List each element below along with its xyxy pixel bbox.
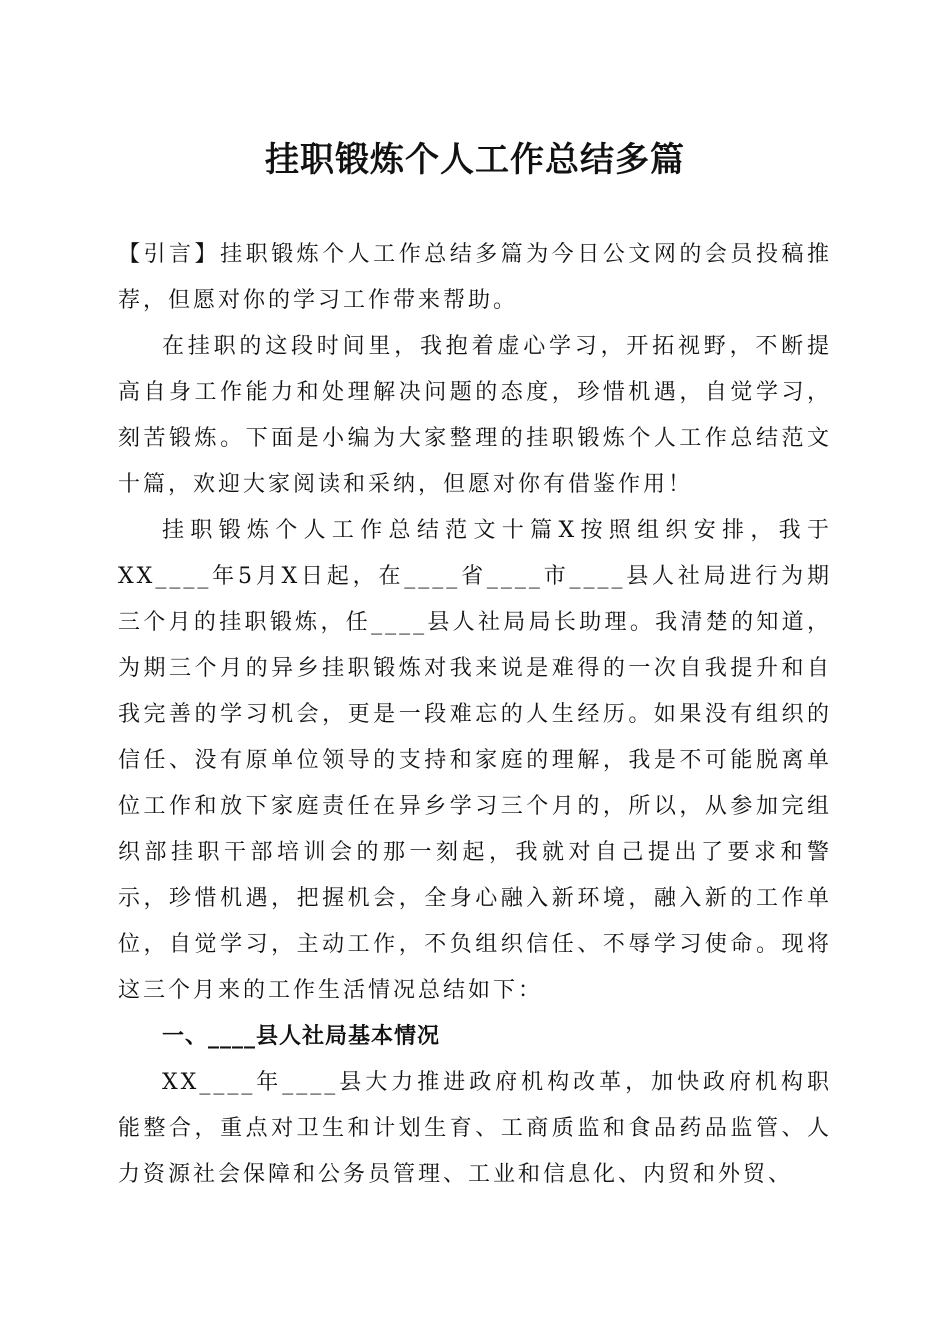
document-title: 挂职锻炼个人工作总结多篇: [265, 140, 685, 180]
body-paragraph-3: XX____年____县大力推进政府机构改革，加快政府机构职能整合，重点对卫生和计划生育、工商质监和食品药品监管、人力资源社会保障和公务员管理、工业和信息化、内贸和外贸、: [118, 1070, 832, 1187]
body-paragraph-1: 在挂职的这段时间里，我抱着虚心学习，开拓视野，不断提高自身工作能力和处理解决问题的态度，珍惜机遇，自觉学习，刻苦锻炼。下面是小编为大家整理的挂职锻炼个人工作总结范文十篇，欢迎大家阅读和采纳，但愿对你有借鉴作用！: [118, 334, 832, 497]
section-heading-1: 一、____县人社局基本情况: [162, 1024, 441, 1049]
document-body: [118, 232, 832, 1198]
body-paragraph-2: 挂职锻炼个人工作总结范文十篇X按照组织安排，我于XX____年5月X日起，在____省____市____县人社局进行为期三个月的挂职锻炼，任____县人社局局长助理。我清楚的知道，为期三个月的异乡挂职锻炼对我来说是难得的一次自我提升和自我完善的学习机会，更是一段难忘的人生经历。如果没有组织的信任、没有原单位领导的支持和家庭的理解，我是不可能脱离单位工作和放下家庭责任在异乡学习三个月的，所以，从参加完组织部挂职干部培训会的那一刻起，我就对自己提出了要求和警示，珍惜机遇，把握机会，全身心融入新环境，融入新的工作单位，自觉学习，主动工作，不负组织信任、不辱学习使命。现将这三个月来的工作生活情况总结如下：: [118, 518, 832, 1003]
intro-paragraph: 【引言】挂职锻炼个人工作总结多篇为今日公文网的会员投稿推荐，但愿对你的学习工作带来帮助。: [118, 242, 832, 313]
